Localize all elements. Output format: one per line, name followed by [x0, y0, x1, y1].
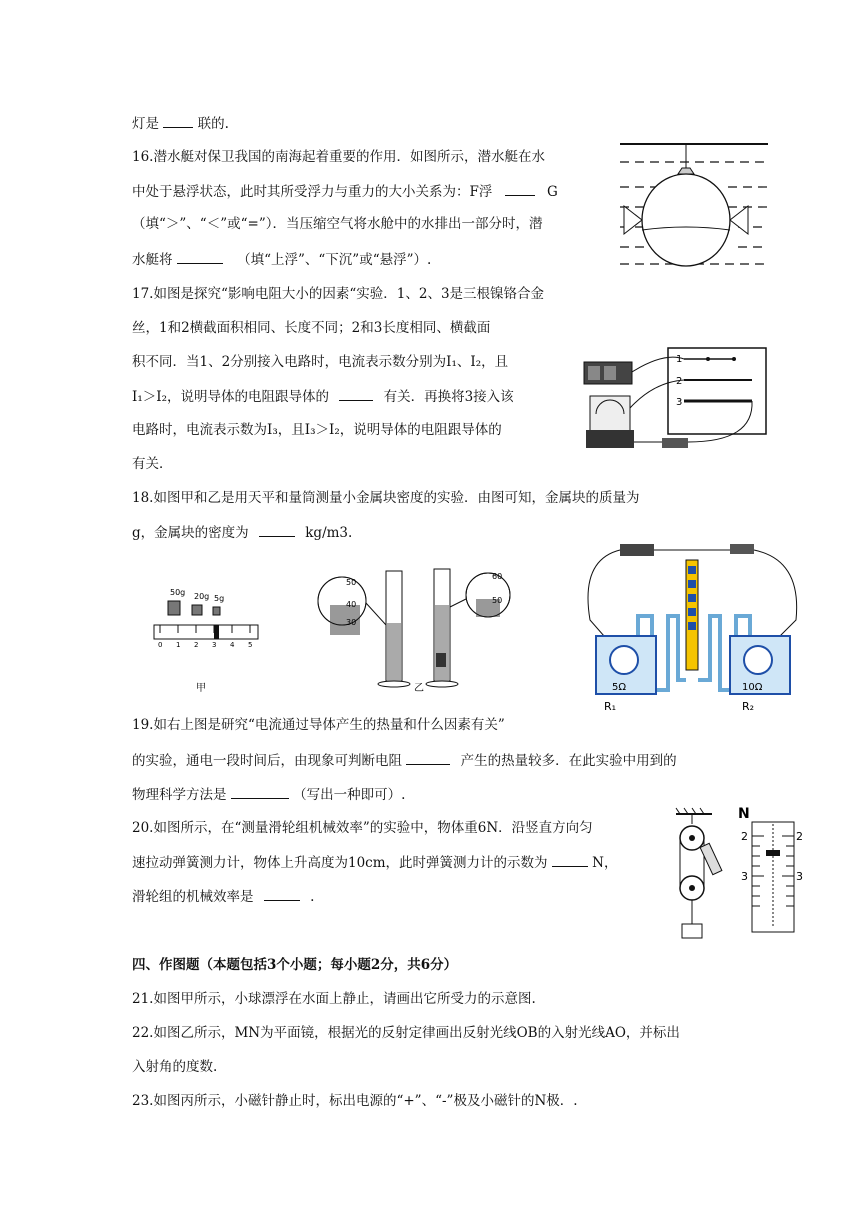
scale-tick-2-right: 2 [796, 830, 803, 843]
q18-line2: g，金属块的密度为 kg/m3. [132, 522, 352, 543]
heating-circuit-figure [580, 540, 808, 714]
cyl2-tick-50: 50 [492, 596, 503, 605]
submarine-figure [620, 140, 768, 278]
q17-line5: 电路时，电流表示数为I₃，且I₃＞I₂，说明导体的电阻跟导体的 [132, 422, 502, 438]
ruler-tick-3: 3 [212, 641, 217, 649]
answer-blank [339, 386, 373, 401]
answer-blank [259, 522, 295, 537]
scale-tick-3-right: 3 [796, 870, 803, 883]
cyl2-tick-60: 60 [492, 572, 503, 581]
wire-label-2: 2 [676, 376, 683, 387]
q16-line4: 水艇将 （填“上浮”、“下沉”或“悬浮”）. [132, 249, 431, 270]
resistor-r1-label: R₁ [604, 700, 617, 713]
answer-blank [552, 852, 588, 867]
q17-line2: 丝，1和2横截面积相同、长度不同；2和3长度相同、横截面 [132, 320, 491, 336]
scale-unit-N: N [738, 806, 750, 822]
weight-50g-label: 50g [170, 588, 186, 597]
q19-line1: 19.如右上图是研究“电流通过导体产生的热量和什么因素有关” [132, 717, 505, 733]
answer-blank [264, 886, 300, 901]
q17-line3: 积不同．当1、2分别接入电路时，电流表示数分别为I₁、I₂，且 [132, 354, 509, 370]
answer-blank [505, 181, 535, 196]
weight-5g-label: 5g [214, 594, 225, 603]
cyl1-tick-30: 30 [346, 618, 357, 627]
q19-line2: 的实验，通电一段时间后，由现象可判断电阻 产生的热量较多．在此实验中用到的 [132, 750, 677, 771]
q16-line1: 16.潜水艇对保卫我国的南海起着重要的作用．如图所示，潜水艇在水 [132, 149, 545, 165]
ruler-tick-5: 5 [248, 641, 253, 649]
q20-line2: 速拉动弹簧测力计，物体上升高度为10cm，此时弹簧测力计的示数为 N， [132, 852, 617, 873]
resistance-circuit-figure [574, 342, 770, 460]
fig-label-yi: 乙 [414, 683, 424, 693]
ruler-tick-4: 4 [230, 641, 235, 649]
measuring-cylinder-figure [316, 565, 512, 693]
q22-line1: 22.如图乙所示，MN为平面镜，根据光的反射定律画出反射光线OB的入射光线AO，并标出 [132, 1025, 680, 1041]
q19-line3: 物理科学方法是 （写出一种即可）. [132, 784, 405, 805]
resistor-r2-value: 10Ω [742, 682, 763, 693]
q20-line1: 20.如图所示，在“测量滑轮组机械效率”的实验中，物体重6N．沿竖直方向匀 [132, 820, 593, 836]
scale-tick-2-left: 2 [741, 830, 748, 843]
q22-line2: 入射角的度数. [132, 1059, 218, 1075]
answer-blank [231, 784, 289, 799]
wire-label-3: 3 [676, 397, 683, 408]
q20-line3: 滑轮组的机械效率是 . [132, 886, 314, 907]
ruler-tick-1: 1 [176, 641, 181, 649]
answer-blank [177, 249, 223, 264]
q16-line2: 中处于悬浮状态，此时其所受浮力与重力的大小关系为：F浮 G [132, 181, 558, 202]
q17-line6: 有关． [132, 456, 173, 472]
q18-line1: 18.如图甲和乙是用天平和量筒测量小金属块密度的实验．由图可知，金属块的质量为 [132, 490, 640, 506]
answer-blank [163, 113, 193, 128]
fig-label-jia: 甲 [196, 683, 206, 694]
resistor-r2-label: R₂ [742, 700, 755, 713]
weight-20g-label: 20g [194, 592, 210, 601]
balance-weights-figure [150, 585, 262, 695]
q15-line: 灯是 联的. [132, 113, 229, 134]
ruler-tick-0: 0 [158, 641, 163, 649]
cyl1-tick-50: 50 [346, 578, 357, 587]
cyl1-tick-40: 40 [346, 600, 357, 609]
q17-line1: 17.如图是探究“影响电阻大小的因素“实验．1、2、3是三根镍铬合金 [132, 286, 545, 302]
scale-tick-3-left: 3 [741, 870, 748, 883]
q16-line3: （填“＞”、“＜”或“=”）．当压缩空气将水舱中的水排出一部分时，潜 [132, 216, 543, 232]
pulley-figure [672, 806, 806, 942]
resistor-r1-value: 5Ω [612, 682, 627, 693]
q21-line1: 21.如图甲所示，小球漂浮在水面上静止，请画出它所受力的示意图. [132, 991, 536, 1007]
wire-label-1: 1 [676, 354, 683, 365]
q17-line4: I₁＞I₂，说明导体的电阻跟导体的 有关．再换将3接入该 [132, 386, 514, 407]
section-heading: 四、作图题（本题包括3个小题；每小题2分，共6分） [132, 957, 458, 973]
q23-line1: 23.如图丙所示，小磁针静止时，标出电源的“+”、“-”极及小磁针的N极．. [132, 1093, 578, 1109]
answer-blank [406, 750, 450, 765]
ruler-tick-2: 2 [194, 641, 199, 649]
